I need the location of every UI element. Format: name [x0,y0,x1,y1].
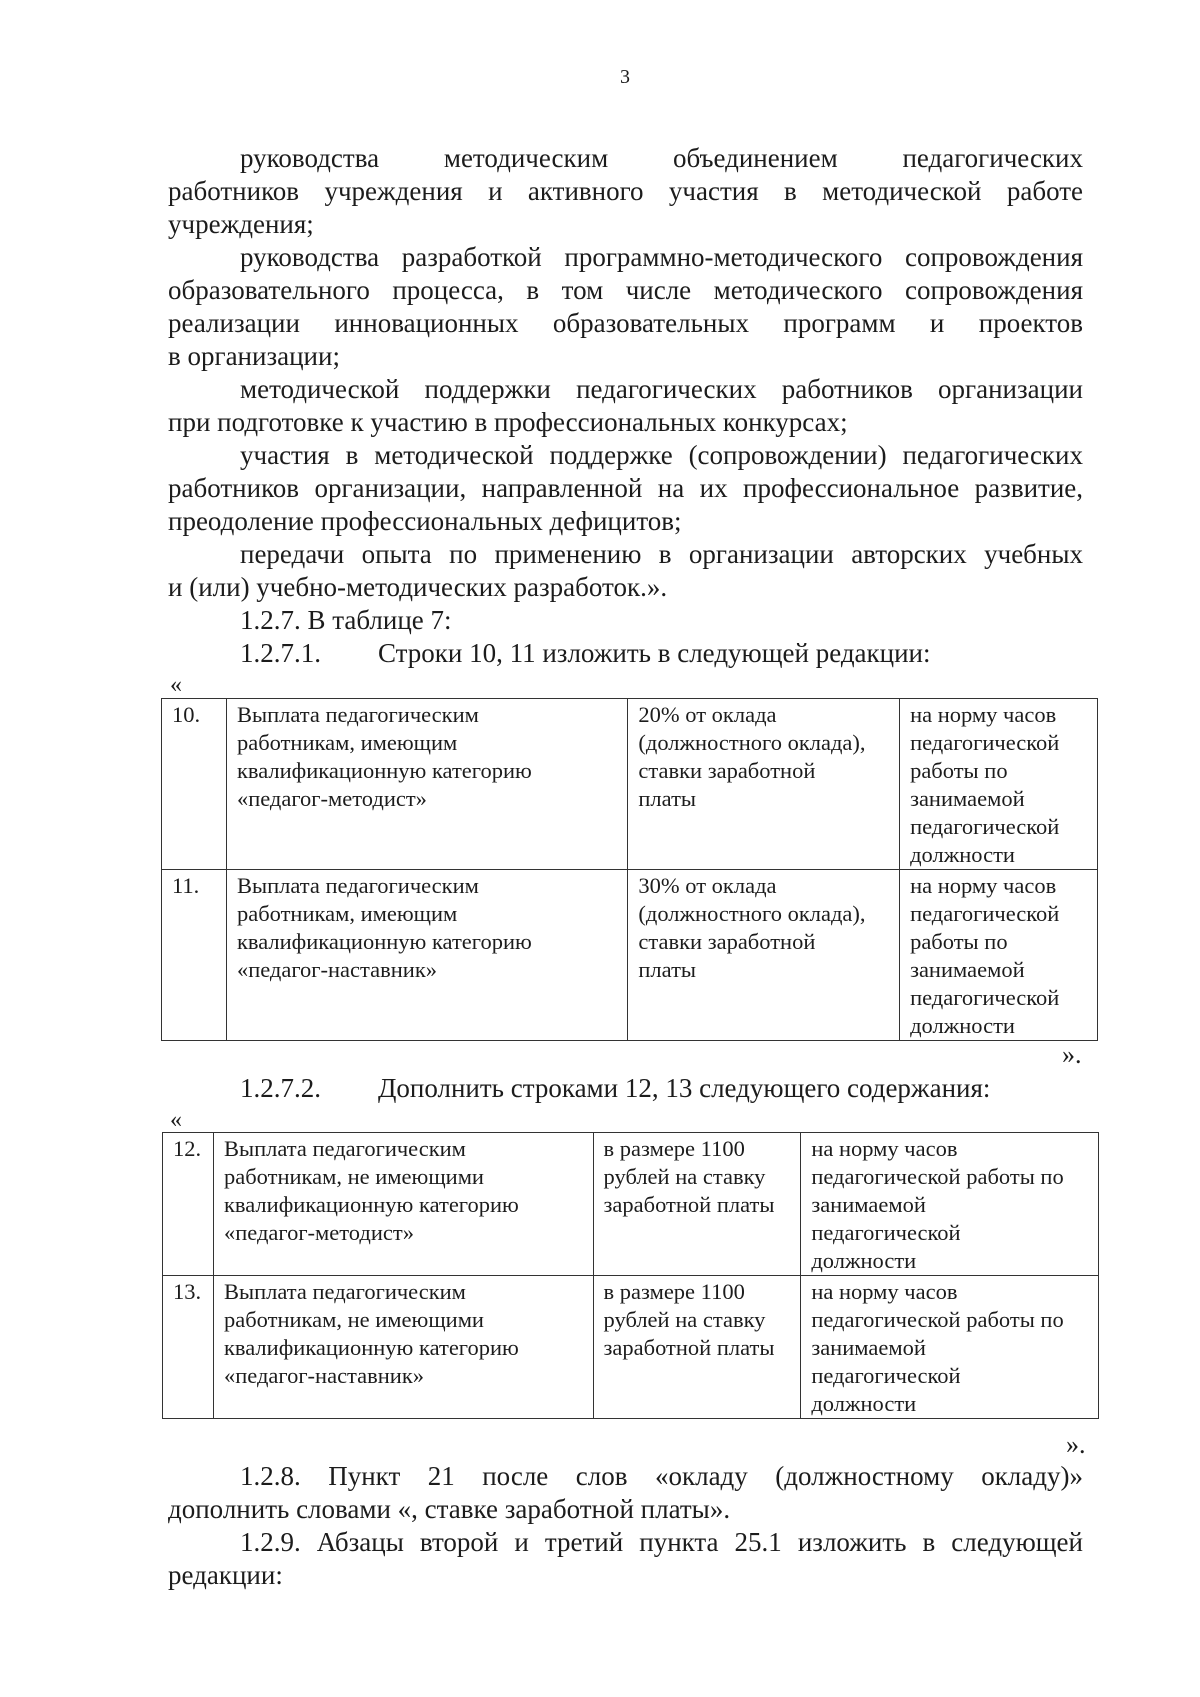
paragraph-line: руководства разработкой программно-методического сопровождения [240,242,1083,272]
close-quote: ». [1066,1430,1086,1459]
paragraph-line: 1.2.9. Абзацы второй и третий пункта 25.1 изложить в следующей [240,1527,1083,1557]
cell-line: «педагог-методист» [236,786,427,811]
cell-line: занимаемой [811,1335,926,1360]
paragraph-line: в организации; [168,341,340,371]
paragraph-line: реализации инновационных образовательных программ и проектов [168,308,1083,338]
cell-line: на норму часов [910,702,1057,727]
row-number-cell: 10. [162,699,227,870]
cell-line: платы [638,957,697,982]
cell-line: занимаемой [910,957,1025,982]
section-heading: 1.2.7. В таблице 7: [240,605,452,635]
cell-line: должности [910,842,1015,867]
cell-line: (должностного оклада), [638,730,866,755]
paragraph-line: учреждения; [168,209,314,239]
payment-amount-cell [593,1276,801,1419]
cell-line: на норму часов [910,873,1057,898]
cell-line: должности [811,1391,917,1416]
cell-line: педагогической [910,730,1060,755]
payment-basis-cell [801,1133,1099,1276]
cell-line: педагогической [910,814,1060,839]
cell-line: педагогической [811,1220,961,1245]
cell-line: работникам, не имеющими [223,1307,484,1332]
close-quote: ». [1062,1040,1082,1069]
cell-line: на норму часов [811,1279,958,1304]
payment-amount-cell [593,1133,801,1276]
cell-line: 20% от оклада [638,702,777,727]
cell-line: квалификационную категорию [236,929,532,954]
payment-basis-cell [900,699,1098,870]
payment-amount-cell [628,699,900,870]
table-row [162,699,1098,870]
cell-line: заработной платы [603,1192,775,1217]
cell-line: в размере 1100 [603,1136,745,1161]
paragraph-line: образовательного процесса, в том числе методического сопровождения [168,275,1083,305]
cell-line: «педагог-наставник» [236,957,438,982]
cell-line: педагогической работы по [811,1164,1064,1189]
payment-name-cell [213,1133,593,1276]
cell-line: работы по [910,758,1008,783]
cell-line: «педагог-наставник» [223,1363,425,1388]
cell-line: рублей на ставку [603,1307,766,1332]
section-heading: 1.2.7.2. Дополнить строками 12, 13 следующего содержания: [240,1073,991,1103]
cell-line: занимаемой [910,786,1025,811]
table-7-rows-10-11 [161,698,1098,1041]
payment-basis-cell [801,1276,1099,1419]
cell-line: квалификационную категорию [236,758,532,783]
cell-line: работы по [910,929,1008,954]
payment-name-cell [226,870,627,1041]
paragraph-line: передачи опыта по применению в организации авторских учебных [240,539,1083,569]
paragraph-line: дополнить словами «, ставке заработной платы». [168,1494,731,1524]
cell-line: должности [910,1013,1015,1038]
cell-line: работникам, не имеющими [223,1164,484,1189]
payment-amount-cell [628,870,900,1041]
cell-line: (должностного оклада), [638,901,866,926]
cell-line: квалификационную категорию [223,1335,519,1360]
row-number-cell: 12. [163,1133,214,1276]
cell-line: занимаемой [811,1192,926,1217]
paragraph-line: редакции: [168,1560,283,1590]
cell-line: 30% от оклада [638,873,777,898]
section-heading: 1.2.7.1. Строки 10, 11 изложить в следующей редакции: [240,638,931,668]
cell-line: «педагог-методист» [223,1220,414,1245]
cell-line: Выплата педагогическим [236,702,479,727]
cell-line: педагогической [910,985,1060,1010]
paragraph-line: преодоление профессиональных дефицитов; [168,506,682,536]
paragraph-line: участия в методической поддержке (сопровождении) педагогических [240,440,1083,470]
table-row [162,870,1098,1041]
cell-line: педагогической [811,1363,961,1388]
open-quote: « [170,1107,182,1133]
paragraph-line: и (или) учебно-методических разработок.». [168,572,668,602]
cell-line: Выплата педагогическим [223,1279,466,1304]
payment-basis-cell [900,870,1098,1041]
page-number: 3 [620,66,630,88]
payment-name-cell [213,1276,593,1419]
cell-line: Выплата педагогическим [236,873,479,898]
cell-line: должности [811,1248,917,1273]
paragraph-line: работников учреждения и активного участия в методической работе [168,176,1083,206]
cell-line: ставки заработной [638,929,816,954]
cell-line: в размере 1100 [603,1279,745,1304]
cell-line: работникам, имеющим [236,901,458,926]
paragraph-line: работников организации, направленной на их профессиональное развитие, [168,473,1083,503]
paragraph-line: методической поддержки педагогических работников организации [240,374,1083,404]
cell-line: педагогической [910,901,1060,926]
paragraph-line: руководства методическим объединением педагогических [240,143,1083,173]
cell-line: Выплата педагогическим [223,1136,466,1161]
cell-line: работникам, имеющим [236,730,458,755]
cell-line: квалификационную категорию [223,1192,519,1217]
row-number-cell: 11. [162,870,227,1041]
table-row [163,1133,1099,1276]
table-7-rows-12-13 [162,1132,1099,1419]
open-quote: « [170,672,182,698]
cell-line: платы [638,786,697,811]
paragraph-line: 1.2.8. Пункт 21 после слов «окладу (должностному окладу)» [240,1461,1083,1491]
cell-line: на норму часов [811,1136,958,1161]
payment-name-cell [226,699,627,870]
row-number-cell: 13. [163,1276,214,1419]
table-row [163,1276,1099,1419]
cell-line: ставки заработной [638,758,816,783]
paragraph-line: при подготовке к участию в профессиональных конкурсах; [168,407,848,437]
cell-line: рублей на ставку [603,1164,766,1189]
cell-line: педагогической работы по [811,1307,1064,1332]
cell-line: заработной платы [603,1335,775,1360]
